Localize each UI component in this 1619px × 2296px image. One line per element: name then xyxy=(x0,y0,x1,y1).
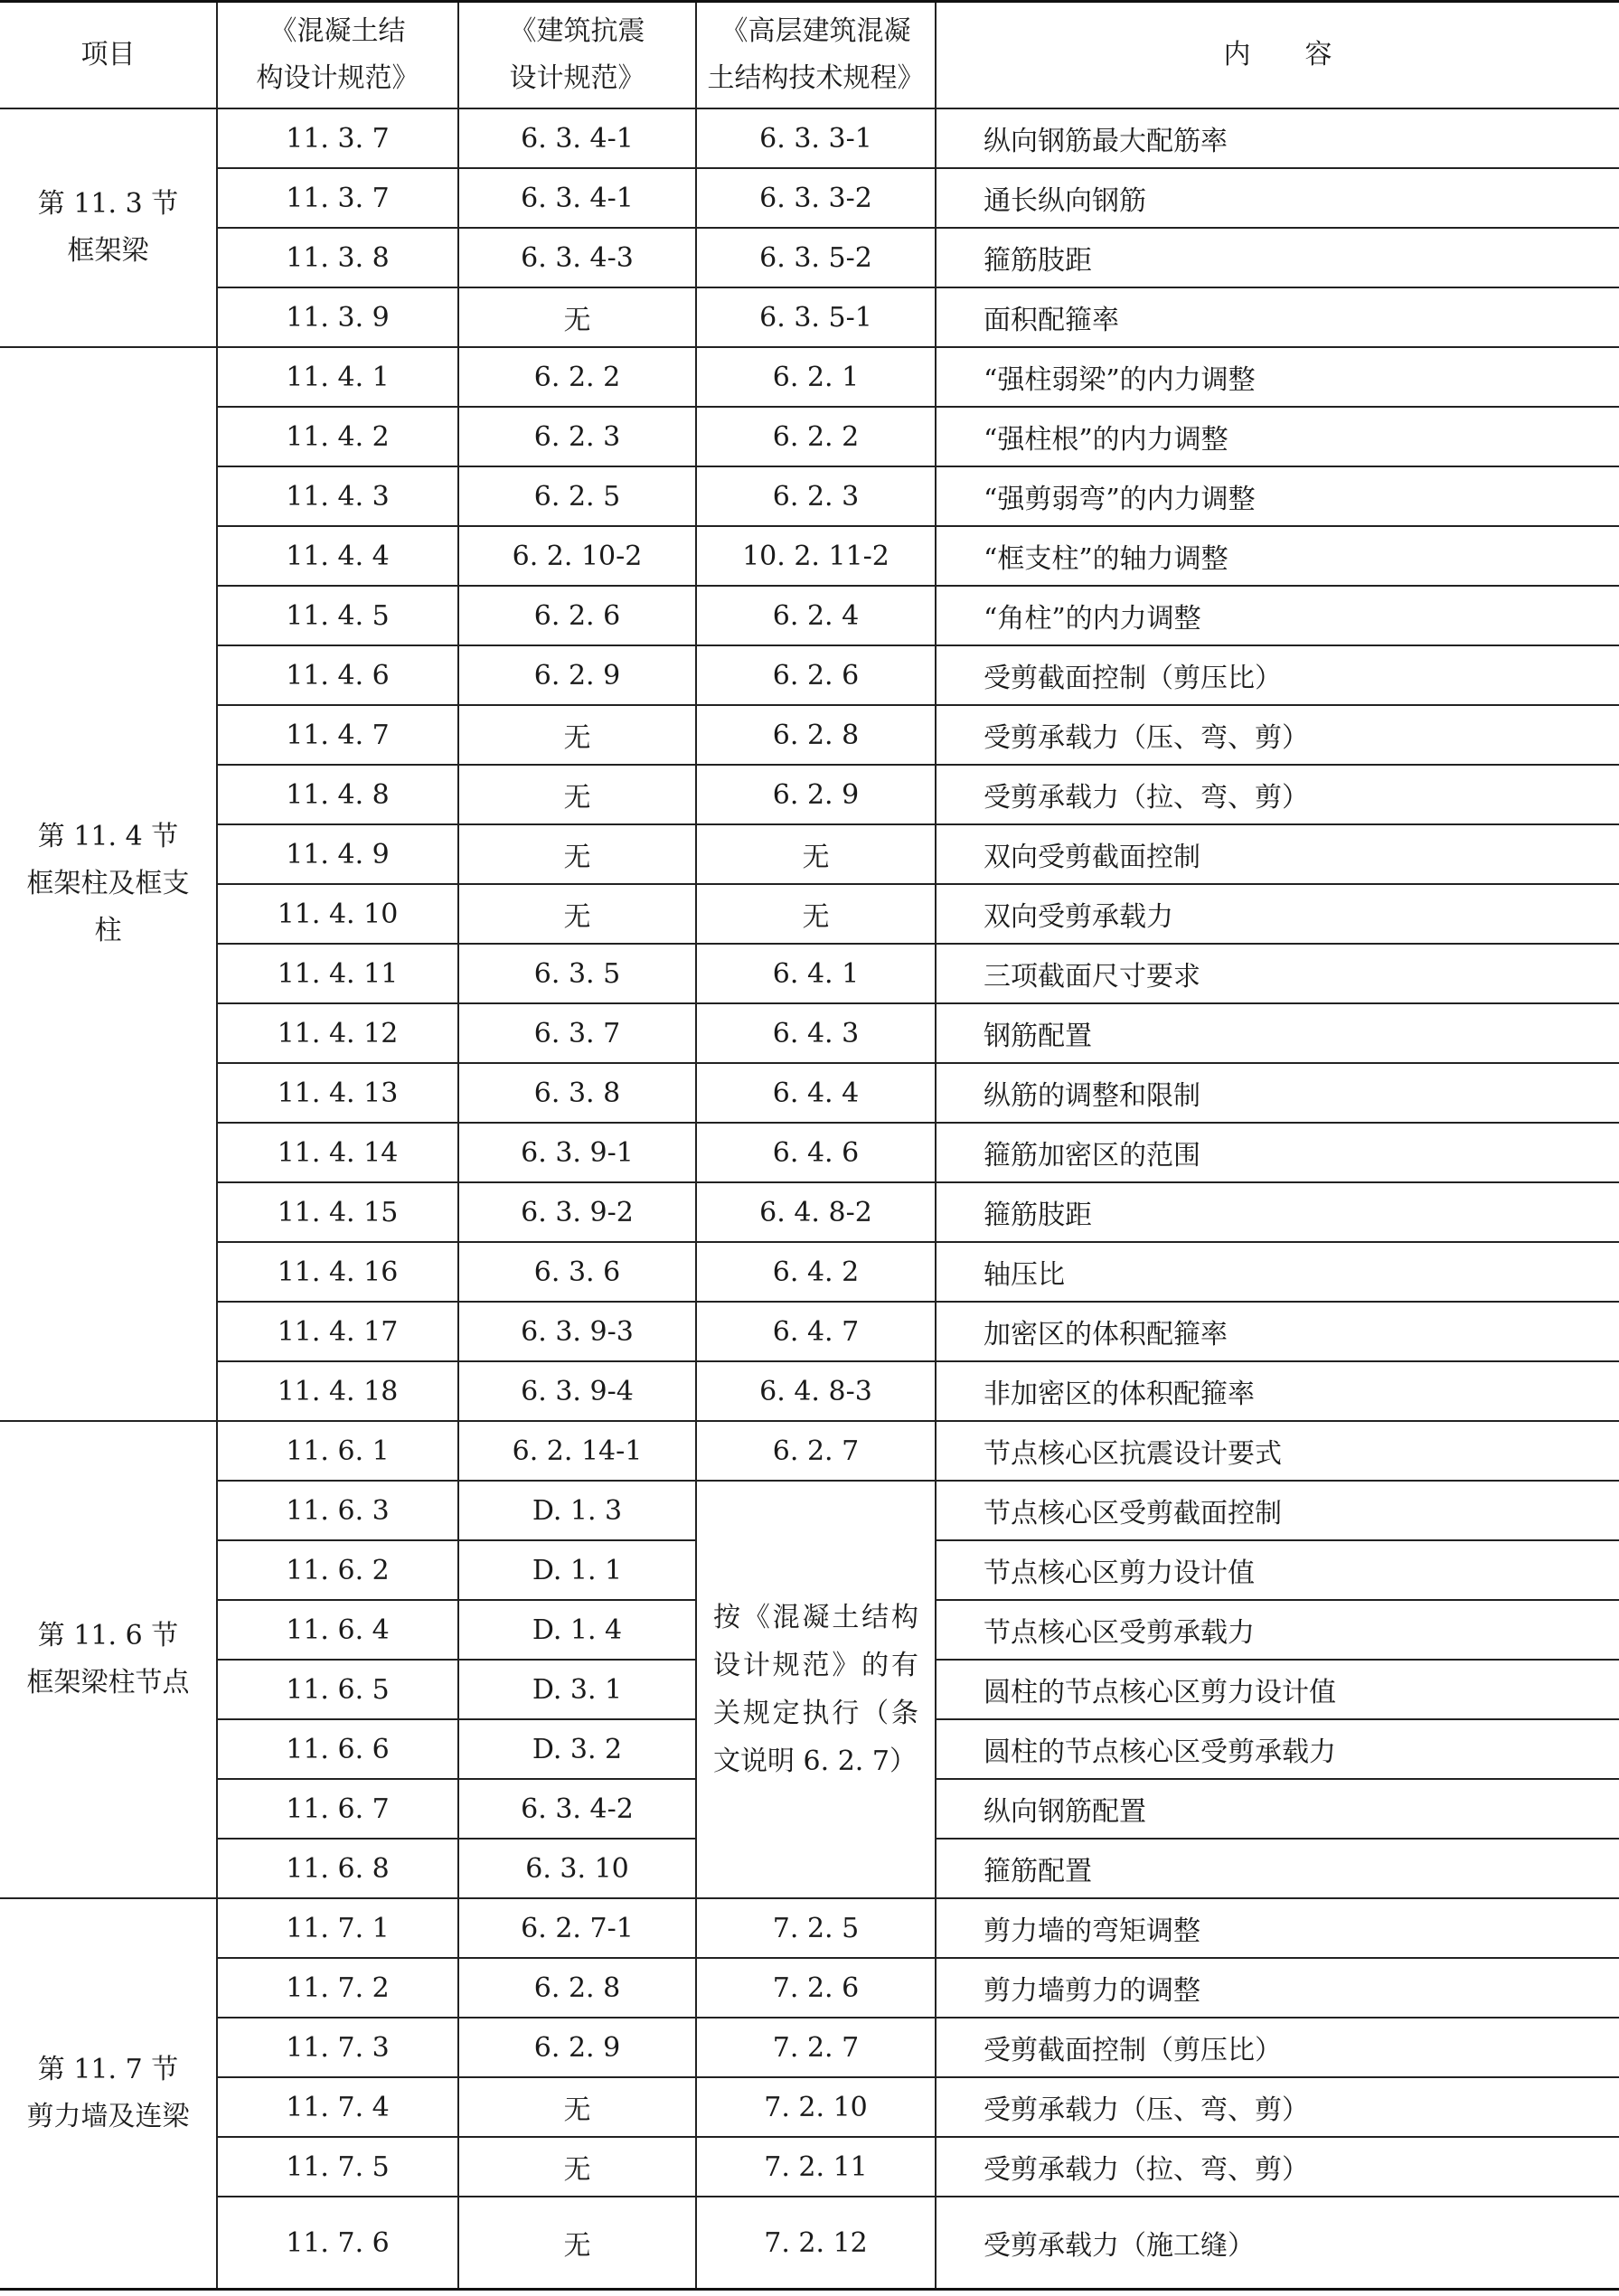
highrise-code-clause: 6. 3. 5-1 xyxy=(696,287,936,347)
content-cell: 受剪承载力（拉、弯、剪） xyxy=(936,2137,1619,2197)
seismic-code-clause: 6. 3. 10 xyxy=(458,1839,696,1898)
content-cell: 受剪承载力（压、弯、剪） xyxy=(936,705,1619,765)
seismic-code-clause: 无 xyxy=(458,287,696,347)
seismic-code-clause: 6. 2. 14-1 xyxy=(458,1421,696,1481)
concrete-code-clause: 11. 3. 9 xyxy=(217,287,458,347)
concrete-code-clause: 11. 4. 4 xyxy=(217,526,458,586)
content-cell: 受剪承载力（压、弯、剪） xyxy=(936,2077,1619,2137)
concrete-code-clause: 11. 3. 7 xyxy=(217,168,458,228)
table-row xyxy=(0,2197,1619,2290)
seismic-code-clause: 6. 3. 4-3 xyxy=(458,228,696,287)
highrise-code-clause: 6. 2. 2 xyxy=(696,407,936,466)
concrete-code-clause: 11. 4. 17 xyxy=(217,1302,458,1361)
content-cell: 受剪截面控制（剪压比） xyxy=(936,645,1619,705)
highrise-code-clause: 7. 2. 6 xyxy=(696,1958,936,2018)
table-row xyxy=(0,2137,1619,2197)
highrise-code-clause: 6. 4. 7 xyxy=(696,1302,936,1361)
seismic-code-clause: 无 xyxy=(458,2197,696,2290)
content-cell: 节点核心区抗震设计要式 xyxy=(936,1421,1619,1481)
content-cell: 箍筋肢距 xyxy=(936,228,1619,287)
highrise-code-clause: 6. 2. 1 xyxy=(696,347,936,407)
seismic-code-clause: 6. 3. 9-4 xyxy=(458,1361,696,1421)
highrise-code-clause: 6. 2. 3 xyxy=(696,466,936,526)
table-row xyxy=(0,108,1619,168)
seismic-code-clause: 无 xyxy=(458,824,696,884)
seismic-code-clause: 6. 3. 4-2 xyxy=(458,1779,696,1839)
concrete-code-clause: 11. 6. 8 xyxy=(217,1839,458,1898)
concrete-code-clause: 11. 3. 7 xyxy=(217,108,458,168)
seismic-code-clause: 无 xyxy=(458,2077,696,2137)
highrise-code-clause: 6. 2. 6 xyxy=(696,645,936,705)
concrete-code-clause: 11. 4. 8 xyxy=(217,765,458,824)
highrise-code-clause: 6. 2. 7 xyxy=(696,1421,936,1481)
seismic-code-clause: 6. 3. 9-1 xyxy=(458,1123,696,1182)
concrete-code-clause: 11. 4. 9 xyxy=(217,824,458,884)
seismic-code-clause: 6. 3. 8 xyxy=(458,1063,696,1123)
seismic-code-clause: 6. 2. 3 xyxy=(458,407,696,466)
content-cell: “角柱”的内力调整 xyxy=(936,586,1619,645)
highrise-code-clause: 无 xyxy=(696,884,936,944)
concrete-code-clause: 11. 4. 10 xyxy=(217,884,458,944)
concrete-code-clause: 11. 6. 1 xyxy=(217,1421,458,1481)
highrise-code-clause: 7. 2. 12 xyxy=(696,2197,936,2290)
concrete-code-clause: 11. 6. 5 xyxy=(217,1660,458,1719)
concrete-code-clause: 11. 4. 6 xyxy=(217,645,458,705)
content-cell: “框支柱”的轴力调整 xyxy=(936,526,1619,586)
table-row xyxy=(0,1421,1619,1481)
content-cell: 节点核心区受剪截面控制 xyxy=(936,1481,1619,1540)
seismic-code-clause: D. 3. 2 xyxy=(458,1719,696,1779)
content-cell: 节点核心区剪力设计值 xyxy=(936,1540,1619,1600)
content-cell: 受剪承载力（施工缝） xyxy=(936,2197,1619,2290)
seismic-code-clause: 6. 2. 2 xyxy=(458,347,696,407)
table-row xyxy=(0,1242,1619,1302)
table-row xyxy=(0,884,1619,944)
table-row xyxy=(0,1361,1619,1421)
content-cell: 受剪承载力（拉、弯、剪） xyxy=(936,765,1619,824)
concrete-code-clause: 11. 3. 8 xyxy=(217,228,458,287)
seismic-code-clause: 6. 3. 6 xyxy=(458,1242,696,1302)
header-seismic-code: 《建筑抗震 设计规范》 xyxy=(458,2,696,109)
seismic-code-clause: D. 1. 4 xyxy=(458,1600,696,1660)
highrise-code-clause: 6. 4. 6 xyxy=(696,1123,936,1182)
concrete-code-clause: 11. 7. 1 xyxy=(217,1898,458,1958)
table-row xyxy=(0,2077,1619,2137)
table-row xyxy=(0,645,1619,705)
content-cell: 纵向钢筋最大配筋率 xyxy=(936,108,1619,168)
concrete-code-clause: 11. 4. 14 xyxy=(217,1123,458,1182)
highrise-code-clause: 6. 4. 1 xyxy=(696,944,936,1003)
table-row xyxy=(0,287,1619,347)
table-row xyxy=(0,1302,1619,1361)
concrete-code-clause: 11. 7. 2 xyxy=(217,1958,458,2018)
concrete-code-clause: 11. 4. 5 xyxy=(217,586,458,645)
content-cell: 箍筋肢距 xyxy=(936,1182,1619,1242)
content-cell: 面积配箍率 xyxy=(936,287,1619,347)
highrise-code-clause: 6. 3. 3-1 xyxy=(696,108,936,168)
concrete-code-clause: 11. 7. 5 xyxy=(217,2137,458,2197)
table-row xyxy=(0,1123,1619,1182)
highrise-code-clause: 6. 4. 8-3 xyxy=(696,1361,936,1421)
highrise-code-clause: 6. 2. 8 xyxy=(696,705,936,765)
seismic-code-clause: 6. 3. 9-3 xyxy=(458,1302,696,1361)
seismic-code-clause: 6. 2. 7-1 xyxy=(458,1898,696,1958)
seismic-code-clause: 6. 2. 10-2 xyxy=(458,526,696,586)
seismic-code-clause: D. 1. 3 xyxy=(458,1481,696,1540)
seismic-code-clause: 6. 3. 7 xyxy=(458,1003,696,1063)
content-cell: “强柱根”的内力调整 xyxy=(936,407,1619,466)
table-row xyxy=(0,466,1619,526)
content-cell: “强柱弱梁”的内力调整 xyxy=(936,347,1619,407)
content-cell: 加密区的体积配箍率 xyxy=(936,1302,1619,1361)
seismic-code-clause: 无 xyxy=(458,2137,696,2197)
seismic-code-clause: 6. 2. 9 xyxy=(458,2018,696,2077)
highrise-code-clause: 10. 2. 11-2 xyxy=(696,526,936,586)
table-row xyxy=(0,1898,1619,1958)
concrete-code-clause: 11. 4. 12 xyxy=(217,1003,458,1063)
header-highrise-code: 《高层建筑混凝 土结构技术规程》 xyxy=(696,2,936,109)
highrise-code-clause: 6. 2. 4 xyxy=(696,586,936,645)
highrise-code-clause: 6. 4. 8-2 xyxy=(696,1182,936,1242)
content-cell: 非加密区的体积配箍率 xyxy=(936,1361,1619,1421)
highrise-code-clause: 无 xyxy=(696,824,936,884)
highrise-code-clause: 6. 3. 5-2 xyxy=(696,228,936,287)
highrise-code-clause: 6. 4. 4 xyxy=(696,1063,936,1123)
table-row xyxy=(0,1481,1619,1540)
section-title: 第 11. 3 节 框架梁 xyxy=(0,108,217,347)
content-cell: “强剪弱弯”的内力调整 xyxy=(936,466,1619,526)
highrise-code-clause: 6. 3. 3-2 xyxy=(696,168,936,228)
seismic-code-clause: 无 xyxy=(458,705,696,765)
seismic-code-clause: D. 3. 1 xyxy=(458,1660,696,1719)
seismic-code-clause: 6. 3. 9-2 xyxy=(458,1182,696,1242)
concrete-code-clause: 11. 4. 18 xyxy=(217,1361,458,1421)
content-cell: 纵向钢筋配置 xyxy=(936,1779,1619,1839)
content-cell: 双向受剪承载力 xyxy=(936,884,1619,944)
table-row xyxy=(0,586,1619,645)
seismic-code-clause: 6. 2. 9 xyxy=(458,645,696,705)
merged-note-cell: 按《混凝土结构设计规范》的有关规定执行（条文说明 6. 2. 7） xyxy=(696,1481,936,1898)
concrete-code-clause: 11. 7. 6 xyxy=(217,2197,458,2290)
content-cell: 箍筋加密区的范围 xyxy=(936,1123,1619,1182)
highrise-code-clause: 6. 2. 9 xyxy=(696,765,936,824)
section-title: 第 11. 4 节 框架柱及框支 柱 xyxy=(0,347,217,1421)
content-cell: 圆柱的节点核心区受剪承载力 xyxy=(936,1719,1619,1779)
header-item: 项目 xyxy=(0,2,217,109)
section-title: 第 11. 6 节 框架梁柱节点 xyxy=(0,1421,217,1898)
highrise-code-clause: 7. 2. 11 xyxy=(696,2137,936,2197)
table-row xyxy=(0,407,1619,466)
content-cell: 节点核心区受剪承载力 xyxy=(936,1600,1619,1660)
seismic-code-clause: D. 1. 1 xyxy=(458,1540,696,1600)
content-cell: 剪力墙的弯矩调整 xyxy=(936,1898,1619,1958)
table-row xyxy=(0,944,1619,1003)
concrete-code-clause: 11. 4. 2 xyxy=(217,407,458,466)
concrete-code-clause: 11. 6. 4 xyxy=(217,1600,458,1660)
concrete-code-clause: 11. 4. 3 xyxy=(217,466,458,526)
seismic-code-clause: 6. 3. 5 xyxy=(458,944,696,1003)
concrete-code-clause: 11. 4. 13 xyxy=(217,1063,458,1123)
table-row xyxy=(0,1958,1619,2018)
table-row xyxy=(0,1182,1619,1242)
content-cell: 轴压比 xyxy=(936,1242,1619,1302)
concrete-code-clause: 11. 4. 7 xyxy=(217,705,458,765)
table-row xyxy=(0,526,1619,586)
table-row xyxy=(0,347,1619,407)
table-row xyxy=(0,168,1619,228)
table-row xyxy=(0,824,1619,884)
seismic-code-clause: 无 xyxy=(458,884,696,944)
section-title: 第 11. 7 节 剪力墙及连梁 xyxy=(0,1898,217,2290)
concrete-code-clause: 11. 4. 11 xyxy=(217,944,458,1003)
concrete-code-clause: 11. 6. 2 xyxy=(217,1540,458,1600)
header-content: 内 容 xyxy=(936,2,1619,109)
content-cell: 通长纵向钢筋 xyxy=(936,168,1619,228)
concrete-code-clause: 11. 6. 7 xyxy=(217,1779,458,1839)
highrise-code-clause: 7. 2. 5 xyxy=(696,1898,936,1958)
content-cell: 剪力墙剪力的调整 xyxy=(936,1958,1619,2018)
table-row xyxy=(0,705,1619,765)
table-row xyxy=(0,1003,1619,1063)
content-cell: 纵筋的调整和限制 xyxy=(936,1063,1619,1123)
seismic-code-clause: 6. 3. 4-1 xyxy=(458,108,696,168)
table-row xyxy=(0,228,1619,287)
seismic-code-clause: 6. 2. 8 xyxy=(458,1958,696,2018)
content-cell: 圆柱的节点核心区剪力设计值 xyxy=(936,1660,1619,1719)
seismic-code-clause: 6. 3. 4-1 xyxy=(458,168,696,228)
concrete-code-clause: 11. 4. 15 xyxy=(217,1182,458,1242)
content-cell: 钢筋配置 xyxy=(936,1003,1619,1063)
concrete-code-clause: 11. 6. 3 xyxy=(217,1481,458,1540)
seismic-code-clause: 6. 2. 5 xyxy=(458,466,696,526)
header-concrete-code: 《混凝土结 构设计规范》 xyxy=(217,2,458,109)
concrete-code-clause: 11. 7. 3 xyxy=(217,2018,458,2077)
header-row xyxy=(0,2,1619,109)
content-cell: 受剪截面控制（剪压比） xyxy=(936,2018,1619,2077)
content-cell: 箍筋配置 xyxy=(936,1839,1619,1898)
highrise-code-clause: 7. 2. 10 xyxy=(696,2077,936,2137)
concrete-code-clause: 11. 7. 4 xyxy=(217,2077,458,2137)
concrete-code-clause: 11. 4. 16 xyxy=(217,1242,458,1302)
highrise-code-clause: 6. 4. 2 xyxy=(696,1242,936,1302)
seismic-code-clause: 6. 2. 6 xyxy=(458,586,696,645)
concrete-code-clause: 11. 6. 6 xyxy=(217,1719,458,1779)
table-row xyxy=(0,2018,1619,2077)
highrise-code-clause: 7. 2. 7 xyxy=(696,2018,936,2077)
content-cell: 双向受剪截面控制 xyxy=(936,824,1619,884)
table-row xyxy=(0,1063,1619,1123)
content-cell: 三项截面尺寸要求 xyxy=(936,944,1619,1003)
highrise-code-clause: 6. 4. 3 xyxy=(696,1003,936,1063)
table-row xyxy=(0,765,1619,824)
concrete-code-clause: 11. 4. 1 xyxy=(217,347,458,407)
seismic-code-clause: 无 xyxy=(458,765,696,824)
